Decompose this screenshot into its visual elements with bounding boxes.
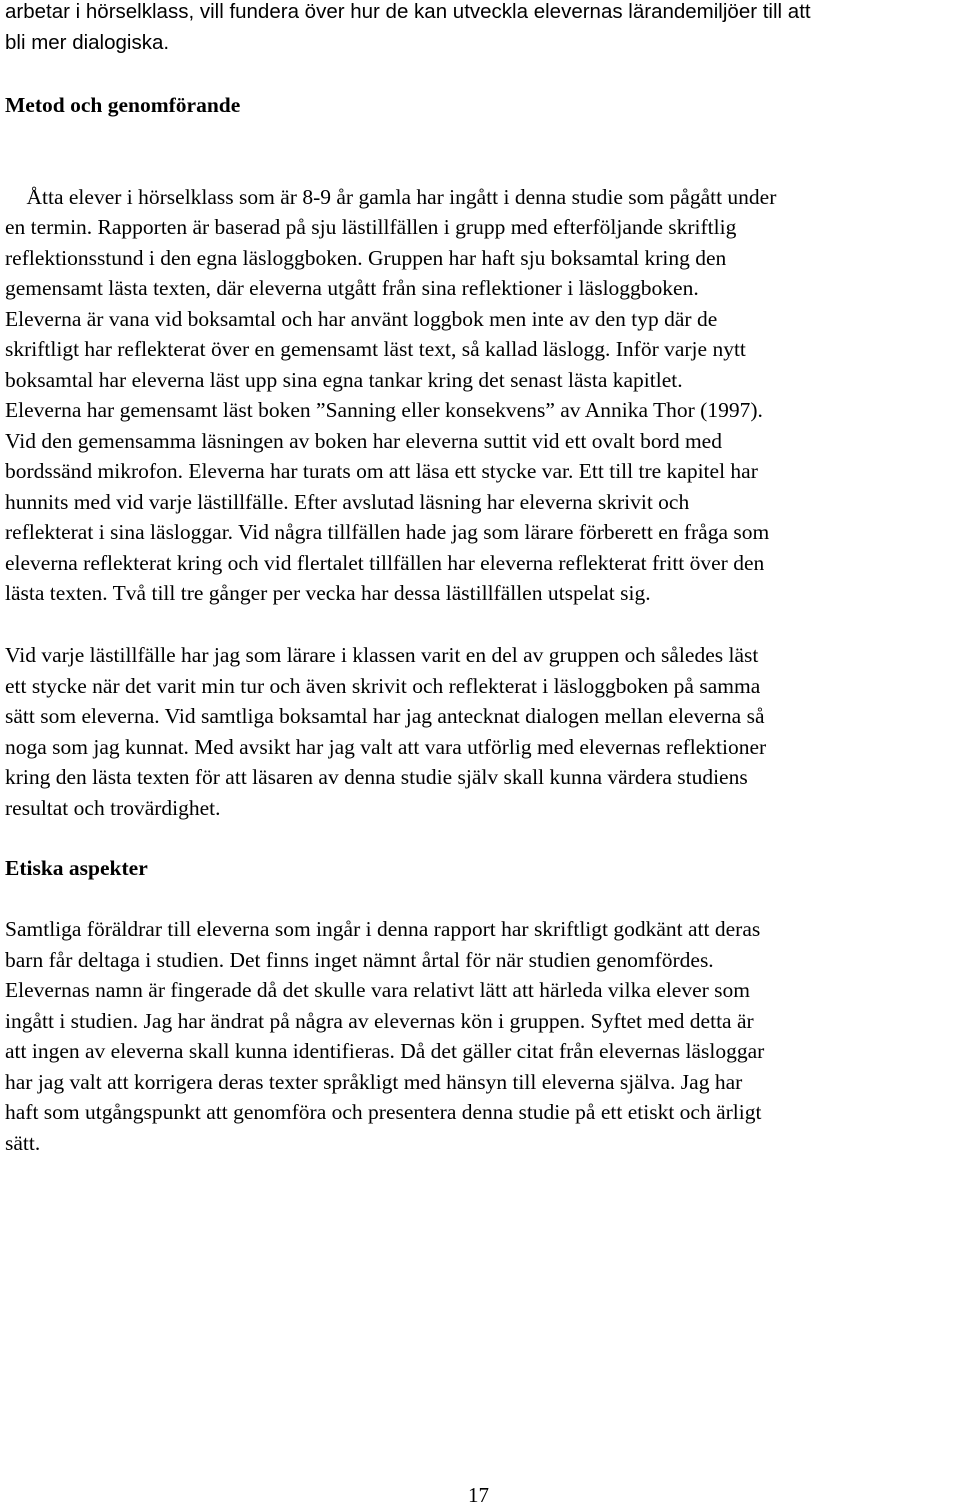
method-paragraph-3: Vid varje lästillfälle har jag som lärare i klassen varit en del av gruppen och således läst ett stycke när det varit min tur och även skrivit och reflekterat i läsloggboken på samma sätt som eleverna. Vid samtliga boksamtal har jag antecknat dialogen mellan eleverna så noga som jag kunnat. Med avsikt har jag valt att vara utförlig med elevernas reflektioner kring den lästa texten för att läsaren av denna studie själv skall kunna värdera studiens resultat och trovärdighet.: [5, 643, 767, 820]
page-number: 17: [468, 1483, 489, 1507]
intro-paragraph: arbetar i hörselklass, vill fundera över hur de kan utveckla elevernas lärandemiljöer till att bli mer dialogiska.: [5, 0, 811, 54]
section-heading-ethics: Etiska aspekter: [5, 856, 148, 880]
method-paragraph-1: [5, 151, 957, 426]
section-heading-method: Metod och genomförande: [5, 93, 241, 117]
method-paragraph-1-text: Åtta elever i hörselklass som är 8-9 år gamla har ingått i denna studie som pågått under en termin. Rapporten är baserad på sju lästillfällen i grupp med efterföljande skriftlig reflektionsstund i den egna läsloggboken. Gruppen har haft sju boksamtal kring den gemensamt lästa texten, där eleverna utgått från sina reflektioner i läsloggboken. Eleverna är vana vid boksamtal och har använt loggbok men inte av den typ där de skriftligt har reflekterat över en gemensamt läst text, så kallad läslogg. Inför varje nytt boksamtal har eleverna läst upp sina egna tankar kring det senast lästa kapitlet.: [5, 184, 777, 392]
method-paragraph-2: Eleverna har gemensamt läst boken ”Sanning eller konsekvens” av Annika Thor (1997). Vid den gemensamma läsningen av boken har eleverna suttit vid ett ovalt bord med bordssänd mikrofon. Eleverna har turats om att läsa ett stycke var. Ett till tre kapitel har hunnits med vid varje lästillfälle. Efter avslutad läsning har eleverna skrivit och reflekterat i sina läsloggar. Vid några tillfällen hade jag som lärare förberett en fråga som eleverna reflekterat kring och vid flertalet tillfällen har eleverna reflekterat fritt över den lästa texten. Två till tre gånger per vecka har dessa lästillfällen utspelat sig.: [5, 398, 770, 605]
ethics-paragraph-1: Samtliga föräldrar till eleverna som ingår i denna rapport har skriftligt godkänt att deras barn får deltaga i studien. Det finns inget nämnt årtal för när studien genomfördes. Elevernas namn är fingerade då det skulle vara relativt lätt att härleda vilka elever som ingått i studien. Jag har ändrat på några av elevernas kön i gruppen. Syftet med detta är att ingen av eleverna skall kunna identifieras. Då det gäller citat från elevernas läsloggar har jag valt att korrigera deras texter språkligt med hänsyn till eleverna själva. Jag har haft som utgångspunkt att genomföra och presentera denna studie på ett etiskt och ärligt sätt.: [5, 917, 765, 1155]
